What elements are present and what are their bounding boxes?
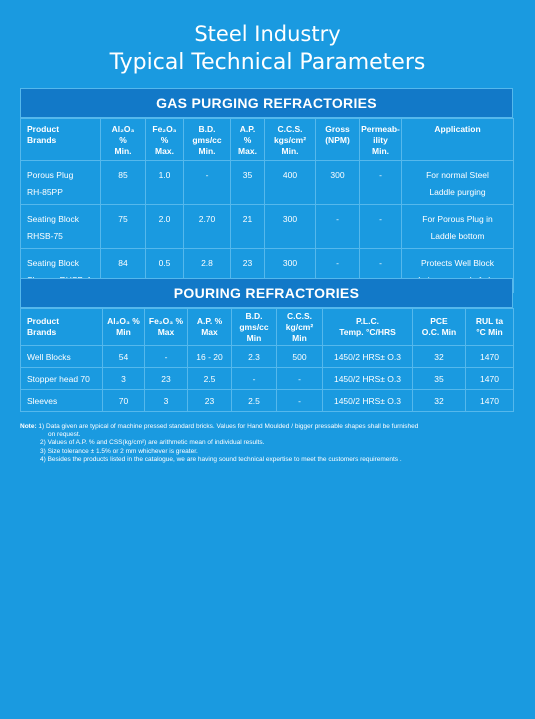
column-header xyxy=(323,309,413,346)
cell-line: C.C.S. xyxy=(277,124,303,134)
cell-line: Permeab- xyxy=(361,124,400,134)
column-header xyxy=(265,119,316,161)
cell-line: ility xyxy=(373,135,388,145)
cell-line: Max. xyxy=(238,146,257,156)
cell-line: Brands xyxy=(27,135,57,145)
cell-line: Max xyxy=(201,327,218,337)
value-cell: 21 xyxy=(231,205,265,249)
value-cell: - xyxy=(277,390,323,412)
page-subtitle: Typical Technical Parameters xyxy=(109,50,426,75)
cell-line: P.L.C. xyxy=(356,316,379,326)
value-cell: - xyxy=(316,249,360,293)
value-cell: 3 xyxy=(145,390,188,412)
table-row xyxy=(21,368,514,390)
cell-line: Max. xyxy=(155,146,174,156)
product-brand-cell: Well Blocks xyxy=(21,346,103,368)
cell-line: °C Min xyxy=(476,327,503,337)
cell-line: For normal Steel xyxy=(426,170,489,180)
cell-line: kg/cm² xyxy=(285,321,314,332)
column-header xyxy=(360,119,402,161)
column-header xyxy=(413,309,466,346)
cell-line: O.C. Min xyxy=(421,327,457,337)
value-cell: 54 xyxy=(103,346,145,368)
product-brand-cell: Stopper head 70 xyxy=(21,368,103,390)
column-header xyxy=(466,309,514,346)
product-brand-cell xyxy=(21,161,101,205)
value-cell: - xyxy=(232,368,277,390)
cell-line: Min. xyxy=(114,146,132,156)
cell-line: B.D. xyxy=(245,310,263,321)
cell-line: RH-85PP xyxy=(27,187,63,197)
value-cell: 2.3 xyxy=(232,346,277,368)
cell-line: Laddle bottom xyxy=(430,231,485,241)
value-cell: 0.5 xyxy=(146,249,184,293)
cell-line: kgs/cm² xyxy=(273,135,307,145)
pouring-heading: POURING REFRACTORIES xyxy=(20,278,513,308)
value-cell: - xyxy=(145,346,188,368)
value-cell: 1450/2 HRS± O.3 xyxy=(323,390,413,412)
cell-line: (NPM) xyxy=(325,135,350,145)
cell-line: Product xyxy=(27,124,60,134)
value-cell: 85 xyxy=(101,161,146,205)
gas-purging-table xyxy=(20,118,514,293)
value-cell: - xyxy=(277,368,323,390)
value-cell: 2.0 xyxy=(146,205,184,249)
product-brand-cell: Sleeves xyxy=(21,390,103,412)
column-header xyxy=(231,119,265,161)
cell-line: Fe₂O₃ % xyxy=(148,316,184,326)
value-cell: - xyxy=(316,205,360,249)
cell-line: Min xyxy=(292,332,307,343)
column-header xyxy=(188,309,232,346)
gas-purging-heading: GAS PURGING REFRACTORIES xyxy=(20,88,513,118)
value-cell: 1470 xyxy=(466,368,514,390)
cell-line: gms/cc xyxy=(239,321,269,332)
value-cell: 300 xyxy=(265,249,316,293)
gas-table-header xyxy=(21,119,514,161)
pouring-table xyxy=(20,308,514,412)
application-cell xyxy=(402,161,514,205)
value-cell: 1450/2 HRS± O.3 xyxy=(323,346,413,368)
value-cell: 2.5 xyxy=(232,390,277,412)
value-cell: 35 xyxy=(231,161,265,205)
column-header xyxy=(402,119,514,161)
column-header xyxy=(316,119,360,161)
note-1: 1) Data given are typical of machine pressed standard bricks. Values for Hand Moulded / bigger pressable shapes shall be furnished xyxy=(38,423,419,430)
cell-line: Min. xyxy=(281,146,299,156)
value-cell: 1470 xyxy=(466,390,514,412)
pouring-table-header xyxy=(21,309,514,346)
value-cell: 23 xyxy=(188,390,232,412)
cell-line: RHSB-75 xyxy=(27,231,63,241)
cell-line: gms/cc xyxy=(192,135,222,145)
value-cell: 300 xyxy=(265,205,316,249)
note-3: 3) Size tolerance ± 1.5% or 2 mm whichever is greater. xyxy=(40,447,198,455)
cell-line: % xyxy=(243,135,252,145)
value-cell: 16 - 20 xyxy=(188,346,232,368)
cell-line: Al₂O₃ % xyxy=(107,316,140,326)
column-header xyxy=(103,309,145,346)
table-row xyxy=(21,390,514,412)
column-header xyxy=(184,119,231,161)
cell-line: Seating Block xyxy=(27,258,79,268)
cell-line: % xyxy=(119,135,127,145)
application-cell xyxy=(402,205,514,249)
cell-line: Brands xyxy=(27,327,57,337)
cell-line: Product xyxy=(27,316,60,326)
column-header xyxy=(21,119,101,161)
cell-line: Protects Well Block xyxy=(420,258,495,268)
note-2: 2) Values of A.P. % and CSS(kg/cm²) are arithmetic mean of individual results. xyxy=(40,439,265,447)
value-cell: 84 xyxy=(101,249,146,293)
column-header xyxy=(145,309,188,346)
cell-line: Fe₂O₃ xyxy=(152,124,177,134)
cell-line: Application xyxy=(434,124,481,134)
cell-line: Al₂O₃ xyxy=(111,124,135,134)
cell-line: RUL ta xyxy=(475,316,504,326)
product-brand-cell xyxy=(21,205,101,249)
cell-line: Min. xyxy=(372,146,389,156)
cell-line: % xyxy=(160,135,169,145)
cell-line: C.C.S. xyxy=(286,310,313,321)
notes-label: Note: xyxy=(20,423,37,430)
value-cell: 1.0 xyxy=(146,161,184,205)
value-cell: 23 xyxy=(145,368,188,390)
cell-line: Min xyxy=(246,332,262,343)
value-cell: 2.8 xyxy=(184,249,231,293)
value-cell: 32 xyxy=(413,390,466,412)
cell-line: Max xyxy=(157,327,175,337)
table-row xyxy=(21,346,514,368)
value-cell: 35 xyxy=(413,368,466,390)
cell-line: Laddle purging xyxy=(429,187,486,197)
cell-line: A.P. % xyxy=(196,316,223,326)
column-header xyxy=(232,309,277,346)
cell-line: PCE xyxy=(430,316,448,326)
cell-line: Porous Plug xyxy=(27,170,74,180)
value-cell: - xyxy=(360,249,402,293)
value-cell: 2.70 xyxy=(184,205,231,249)
value-cell: 32 xyxy=(413,346,466,368)
value-cell: 75 xyxy=(101,205,146,249)
value-cell: 70 xyxy=(103,390,145,412)
cell-line: Temp. °C/HRS xyxy=(339,327,396,337)
value-cell: - xyxy=(360,205,402,249)
notes xyxy=(20,423,520,464)
page-title: Steel Industry xyxy=(194,22,341,46)
column-header xyxy=(146,119,184,161)
value-cell: 1470 xyxy=(466,346,514,368)
value-cell: 500 xyxy=(277,346,323,368)
cell-line: B.D. xyxy=(198,124,216,134)
cell-line: A.P. xyxy=(239,124,256,134)
cell-line: For Porous Plug in xyxy=(422,214,493,224)
cell-line: Min xyxy=(116,327,131,337)
value-cell: 400 xyxy=(265,161,316,205)
value-cell: - xyxy=(360,161,402,205)
note-4: 4) Besides the products listed in the catalogue, we are having sound technical expertise to meet the customers requirements . xyxy=(40,455,402,463)
value-cell: 3 xyxy=(103,368,145,390)
column-header xyxy=(277,309,323,346)
cell-line: Gross xyxy=(325,124,350,134)
table-row xyxy=(21,205,514,249)
value-cell: 1450/2 HRS± O.3 xyxy=(323,368,413,390)
value-cell: - xyxy=(184,161,231,205)
column-header xyxy=(21,309,103,346)
column-header xyxy=(101,119,146,161)
value-cell: 23 xyxy=(231,249,265,293)
cell-line: Min. xyxy=(198,146,216,156)
note-1-cont: on request. xyxy=(48,431,81,439)
value-cell: 2.5 xyxy=(188,368,232,390)
table-row xyxy=(21,161,514,205)
cell-line: Seating Block xyxy=(27,214,79,224)
value-cell: 300 xyxy=(316,161,360,205)
